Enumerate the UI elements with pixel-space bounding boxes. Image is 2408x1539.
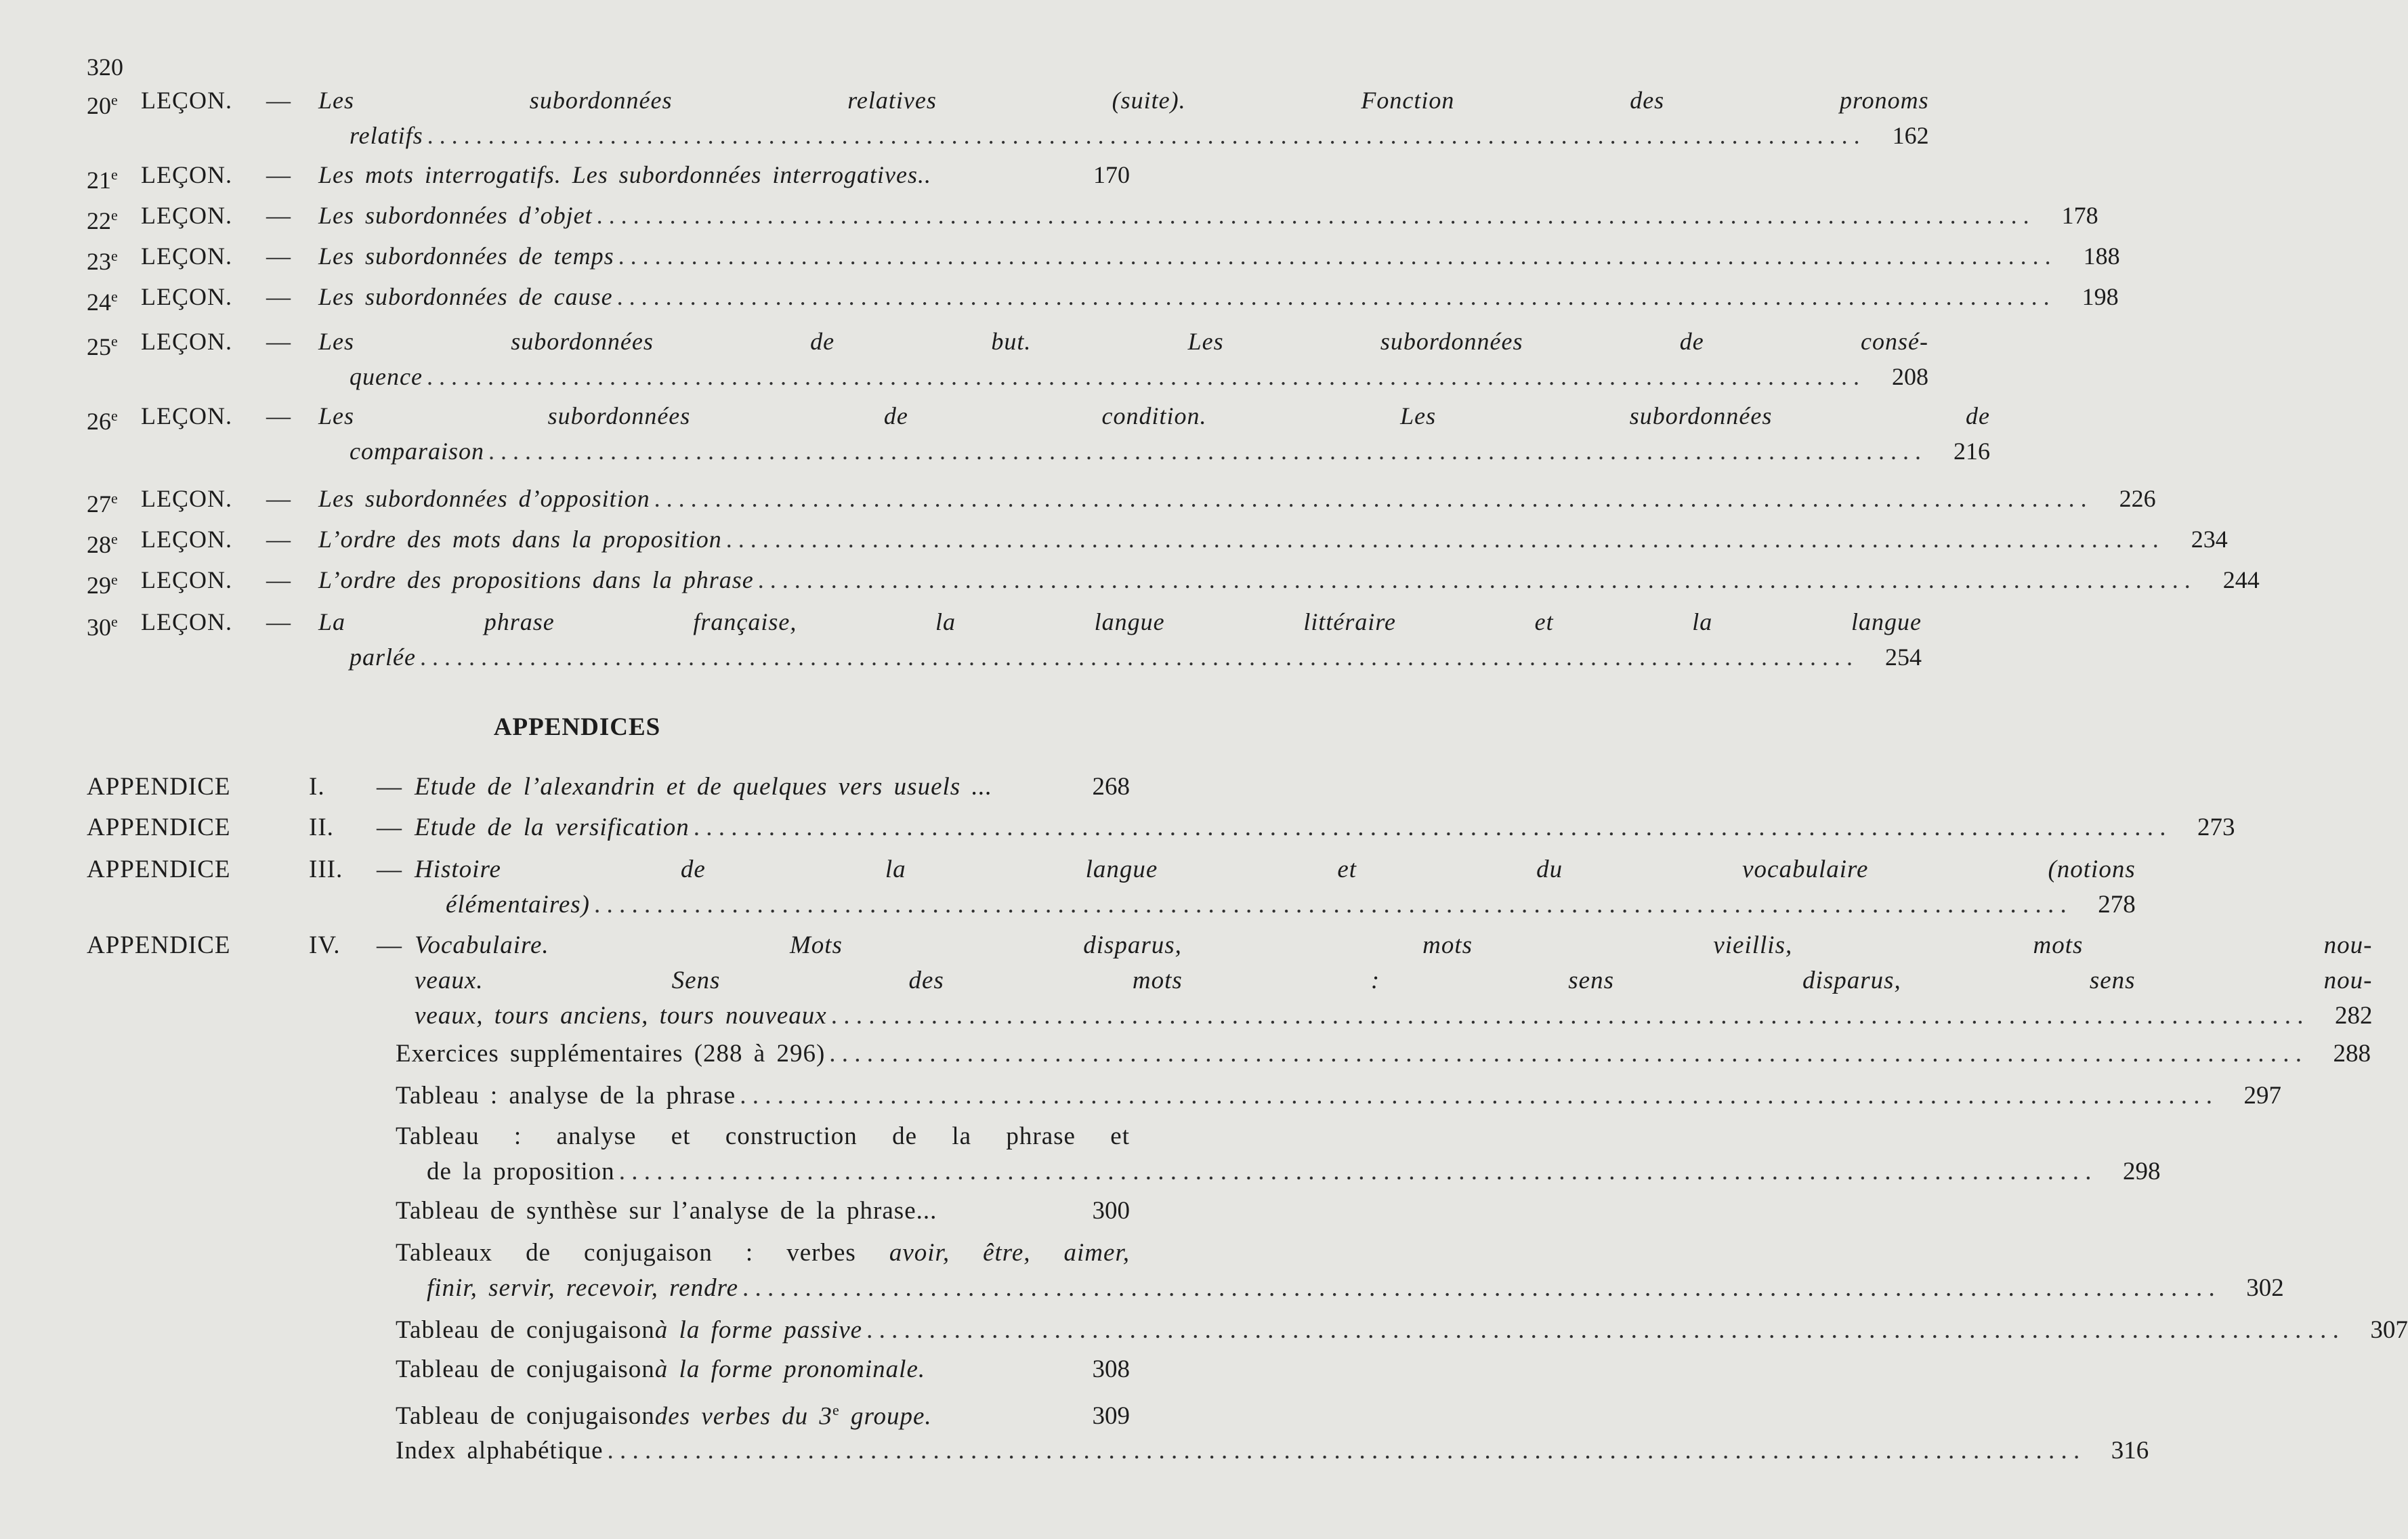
page-reference: 308 xyxy=(1092,1355,1130,1383)
page-reference: 162 xyxy=(1892,122,1929,149)
entry-title: Tableau : analyse de la phrase xyxy=(396,1082,736,1110)
page-reference: 297 xyxy=(2243,1082,2281,1110)
lesson-number: 25e xyxy=(87,333,118,360)
toc-entry-lesson-25 xyxy=(87,324,1928,394)
lesson-label: LEÇON. xyxy=(141,283,232,310)
leader-dots xyxy=(740,1078,2212,1114)
toc-entry-lesson-28 xyxy=(87,522,2228,562)
toc-entry-exercises xyxy=(396,1036,2371,1072)
toc-entry-lesson-29 xyxy=(87,562,2260,603)
toc-entry-lesson-27 xyxy=(87,481,2156,522)
appendix-label: APPENDICE xyxy=(87,814,231,841)
leader-dots xyxy=(427,359,1859,394)
lesson-number: 30e xyxy=(87,613,118,641)
page-reference: 298 xyxy=(2122,1158,2161,1185)
entry-title-italic: des verbes du 3e groupe. xyxy=(654,1401,932,1431)
page-reference: 288 xyxy=(2333,1040,2371,1068)
lesson-title: L’ordre des propositions dans la phrase xyxy=(318,566,754,593)
leader-dots xyxy=(654,481,2087,516)
appendix-label: APPENDICE xyxy=(87,773,231,801)
lesson-number: 26e xyxy=(87,407,118,435)
lesson-title-continued: parlée xyxy=(350,644,416,671)
lesson-label: LEÇON. xyxy=(141,566,232,593)
entry-title-italic: à la forme pronominale. xyxy=(654,1355,926,1383)
lesson-title: L’ordre des mots dans la proposition xyxy=(318,526,722,553)
page-reference: 170 xyxy=(1093,161,1130,188)
lesson-title: Les subordonnées de cause xyxy=(318,283,613,310)
leader-dots xyxy=(617,279,2050,314)
lesson-label: LEÇON. xyxy=(141,526,232,553)
lesson-title-continued: relatifs xyxy=(350,122,423,149)
page-reference: 234 xyxy=(2191,526,2228,553)
entry-title: Tableaux de conjugaison : verbes xyxy=(396,1239,889,1267)
toc-entry-lesson-20 xyxy=(87,83,1929,153)
entry-title: Tableau : analyse et construction de la phrase et xyxy=(396,1122,1130,1150)
lesson-label: LEÇON. xyxy=(141,161,232,188)
appendices-heading: APPENDICES xyxy=(493,713,661,741)
lesson-title-continued: comparaison xyxy=(350,438,484,465)
toc-entry-conjugation-third-group xyxy=(396,1393,1130,1434)
page-reference: 282 xyxy=(2334,1002,2373,1030)
entry-title: Tableau de synthèse sur l’analyse de la phrase... xyxy=(396,1197,937,1225)
separator-dash: — xyxy=(266,608,291,635)
page-reference: 302 xyxy=(2246,1274,2284,1302)
leader-dots xyxy=(619,1154,2092,1189)
leader-dots xyxy=(618,238,2051,274)
page-reference: 268 xyxy=(1092,773,1130,801)
lesson-label: LEÇON. xyxy=(141,402,232,429)
lesson-label: LEÇON. xyxy=(141,243,232,270)
appendix-roman-numeral: I. xyxy=(309,773,325,801)
appendix-title-continued: élémentaires) xyxy=(446,891,590,919)
leader-dots xyxy=(488,434,1921,469)
lesson-number: 23e xyxy=(87,247,118,275)
leader-dots xyxy=(694,810,2166,845)
separator-dash: — xyxy=(266,402,291,429)
page-reference: 273 xyxy=(2197,814,2235,841)
lesson-label: LEÇON. xyxy=(141,485,232,512)
toc-entry-conjugation-pronominal xyxy=(396,1352,1130,1387)
lesson-title: Les subordonnées d’objet xyxy=(318,202,593,229)
toc-entry-lesson-24 xyxy=(87,279,2119,320)
page-reference: 307 xyxy=(2370,1316,2408,1344)
separator-dash: — xyxy=(266,328,291,355)
entry-title-continued: finir, servir, recevoir, rendre xyxy=(427,1274,739,1302)
appendix-title-continued: veaux, tours anciens, tours nouveaux xyxy=(415,1002,827,1030)
leader-dots xyxy=(758,562,2191,597)
entry-title: Tableau de conjugaison xyxy=(396,1402,655,1431)
toc-entry-conjugation-tables xyxy=(396,1236,2284,1306)
lesson-title: Les subordonnées de temps xyxy=(318,243,614,270)
leader-dots xyxy=(597,198,2029,233)
lesson-title: Les subordonnées d’opposition xyxy=(318,485,650,512)
page-reference: 316 xyxy=(2111,1437,2149,1464)
separator-dash: — xyxy=(266,566,291,593)
appendix-roman-numeral: II. xyxy=(309,814,334,841)
page-reference: 309 xyxy=(1092,1402,1130,1431)
toc-entry-appendix-4 xyxy=(87,928,2373,1034)
leader-dots xyxy=(742,1271,2215,1306)
entry-title-italic: à la forme passive xyxy=(654,1316,863,1344)
appendix-label: APPENDICE xyxy=(87,856,231,883)
separator-dash: — xyxy=(266,202,291,229)
separator-dash: — xyxy=(266,283,291,310)
entry-title-continued: de la proposition xyxy=(427,1158,615,1185)
toc-entry-lesson-23 xyxy=(87,238,2120,279)
separator-dash: — xyxy=(377,931,402,959)
lesson-label: LEÇON. xyxy=(141,608,232,635)
toc-entry-table-synthesis xyxy=(396,1194,1130,1229)
lesson-title: La phrase française, la langue littéraire et la langue xyxy=(318,608,1922,635)
lesson-title: Les subordonnées de condition. Les subordonnées de xyxy=(318,402,1990,429)
page-reference: 188 xyxy=(2083,243,2120,270)
toc-entry-index xyxy=(396,1433,2149,1469)
separator-dash: — xyxy=(266,526,291,553)
separator-dash: — xyxy=(377,814,402,841)
page-reference: 216 xyxy=(1953,438,1990,465)
separator-dash: — xyxy=(266,485,291,512)
appendix-title: Vocabulaire. Mots disparus, mots vieillis, mots nou- xyxy=(415,931,2373,959)
appendix-title: Etude de l’alexandrin et de quelques vers usuels ... xyxy=(415,773,993,801)
appendix-roman-numeral: IV. xyxy=(309,931,341,959)
lesson-title: Les mots interrogatifs. Les subordonnées interrogatives.. xyxy=(318,161,931,188)
entry-title: Index alphabétique xyxy=(396,1437,604,1464)
toc-entry-lesson-21 xyxy=(87,157,1130,198)
page-reference: 178 xyxy=(2061,202,2098,229)
lesson-label: LEÇON. xyxy=(141,328,232,355)
leader-dots xyxy=(829,1036,2302,1072)
leader-dots xyxy=(594,887,2067,923)
lesson-number: 24e xyxy=(87,288,118,316)
toc-entry-lesson-26 xyxy=(87,398,1990,469)
leader-dots xyxy=(866,1313,2339,1348)
appendix-roman-numeral: III. xyxy=(309,856,343,883)
leader-dots xyxy=(427,118,1860,153)
lesson-label: LEÇON. xyxy=(141,202,232,229)
separator-dash: — xyxy=(377,773,402,801)
lesson-number: 27e xyxy=(87,490,118,518)
lesson-number: 21e xyxy=(87,166,118,194)
lesson-title: Les subordonnées relatives (suite). Fonction des pronoms xyxy=(318,87,1929,114)
page-reference: 254 xyxy=(1884,644,1922,671)
leader-dots xyxy=(608,1433,2080,1469)
lesson-title: Les subordonnées de but. Les subordonnées de consé- xyxy=(318,328,1928,355)
appendix-title: Histoire de la langue et du vocabulaire (notions xyxy=(415,856,2136,883)
appendix-title: Etude de la versification xyxy=(415,814,690,841)
leader-dots xyxy=(420,639,1853,675)
appendix-label: APPENDICE xyxy=(87,931,231,959)
toc-entry-appendix-3 xyxy=(87,852,2136,923)
lesson-label: LEÇON. xyxy=(141,87,232,114)
entry-title-italic: avoir, être, aimer, xyxy=(889,1239,1131,1267)
toc-entry-table-construction xyxy=(396,1119,2161,1189)
separator-dash: — xyxy=(266,243,291,270)
toc-entry-conjugation-passive xyxy=(396,1313,2408,1348)
separator-dash: — xyxy=(377,856,402,883)
page-reference: 300 xyxy=(1092,1197,1130,1225)
entry-title: Exercices supplémentaires (288 à 296) xyxy=(396,1040,826,1068)
separator-dash: — xyxy=(266,161,291,188)
leader-dots xyxy=(831,998,2304,1034)
page-reference: 244 xyxy=(2222,566,2260,593)
lesson-number: 20e xyxy=(87,91,118,119)
page-reference: 198 xyxy=(2082,283,2119,310)
toc-entry-table-analysis xyxy=(396,1078,2281,1114)
lesson-number: 29e xyxy=(87,571,118,599)
separator-dash: — xyxy=(266,87,291,114)
lesson-title-continued: quence xyxy=(350,363,423,390)
page-number: 320 xyxy=(87,54,123,81)
toc-entry-appendix-2 xyxy=(87,810,2235,845)
toc-entry-lesson-30 xyxy=(87,604,1922,675)
page-reference: 278 xyxy=(2098,891,2136,919)
leader-dots xyxy=(726,522,2159,557)
page-reference: 208 xyxy=(1891,363,1928,390)
lesson-number: 28e xyxy=(87,530,118,558)
lesson-number: 22e xyxy=(87,207,118,234)
entry-title: Tableau de conjugaison xyxy=(396,1316,655,1344)
toc-entry-appendix-1 xyxy=(87,770,1130,805)
toc-entry-lesson-22 xyxy=(87,198,2098,238)
page-reference: 226 xyxy=(2119,485,2156,512)
appendix-title-continued: veaux. Sens des mots : sens disparus, sens nou- xyxy=(415,967,2373,994)
entry-title: Tableau de conjugaison xyxy=(396,1355,655,1383)
